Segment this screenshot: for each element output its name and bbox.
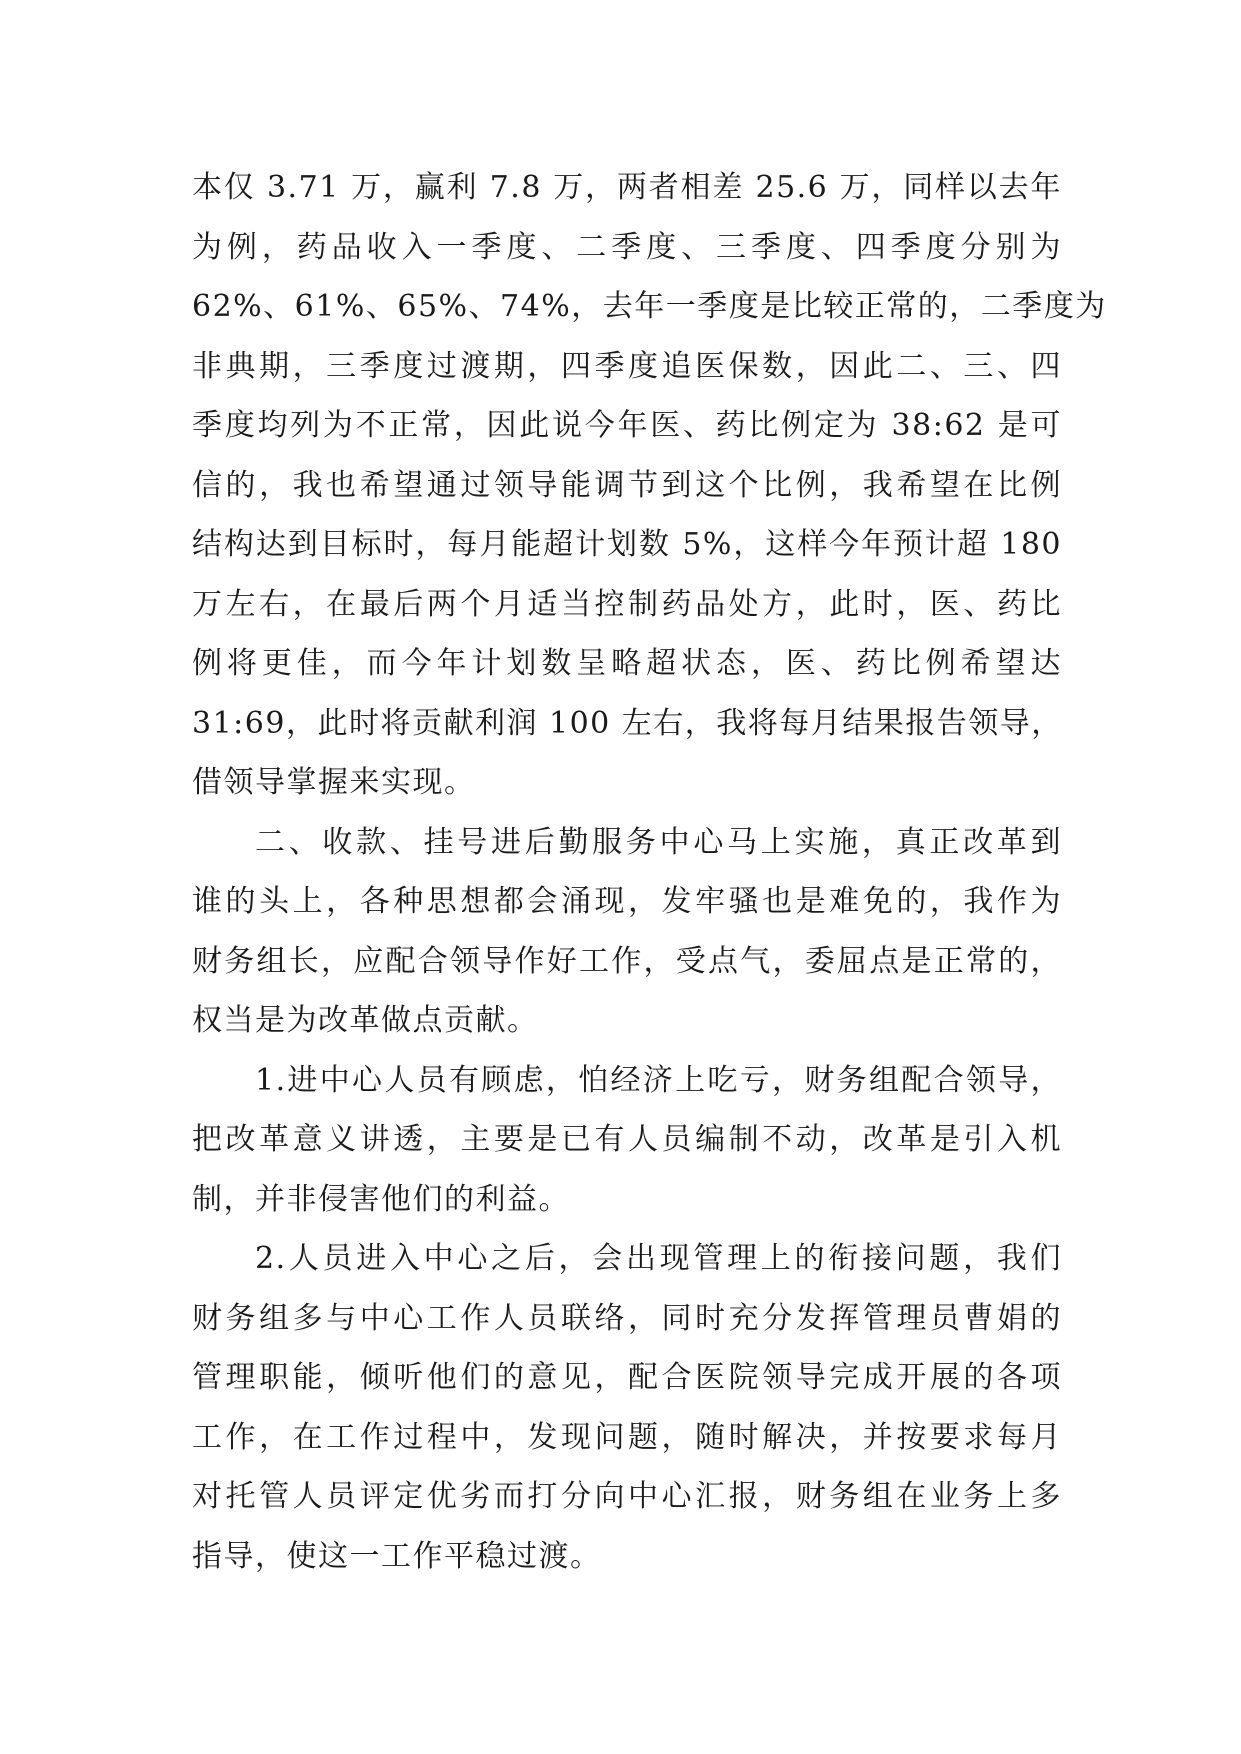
paragraph-2	[192, 813, 1062, 1051]
text-line: 财务组长，应配合领导作好工作，受点气，委屈点是正常的，	[192, 943, 1062, 979]
text-line: 本仅 3.71 万，赢利 7.8 万，两者相差 25.6 万，同样以去年	[192, 170, 1062, 205]
text-line: 万左右，在最后两个月适当控制药品处方，此时，医、药比	[192, 586, 1062, 622]
text-line: 例将更佳，而今年计划数呈略超状态，医、药比例希望达	[192, 646, 1062, 681]
text-line-last: 指导，使这一工作平稳过渡。	[192, 1538, 602, 1574]
text-line-last: 权当是为改革做点贡献。	[192, 1003, 539, 1038]
text-line: 对托管人员评定优劣而打分向中心汇报，财务组在业务上多	[192, 1479, 1062, 1514]
text-line: 谁的头上，各种思想都会涌现，发牢骚也是难免的，我作为	[192, 884, 1062, 919]
text-line: 信的，我也希望通过领导能调节到这个比例，我希望在比例	[192, 467, 1062, 503]
text-line: 把改革意义讲透，主要是已有人员编制不动，改革是引入机	[192, 1122, 1062, 1157]
paragraph-4	[192, 1229, 1062, 1586]
text-line: 工作，在工作过程中，发现问题，随时解决，并按要求每月	[192, 1419, 1062, 1455]
text-line-first: 1.进中心人员有顾虑，怕经济上吃亏，财务组配合领导，	[255, 1062, 1062, 1098]
text-line-first: 2.人员进入中心之后，会出现管理上的衔接问题，我们	[255, 1241, 1062, 1276]
text-line: 管理职能，倾听他们的意见，配合医院领导完成开展的各项	[192, 1360, 1062, 1395]
text-line: 31:69，此时将贡献利润 100 左右，我将每月结果报告领导，	[192, 705, 1063, 741]
text-line: 季度均列为不正常，因此说今年医、药比例定为 38:62 是可	[192, 408, 1062, 443]
text-line-last: 借领导掌握来实现。	[192, 765, 476, 800]
paragraph-1	[192, 158, 1107, 813]
text-line: 财务组多与中心工作人员联络，同时充分发挥管理员曹娟的	[192, 1300, 1062, 1336]
text-line: 非典期，三季度过渡期，四季度追医保数，因此二、三、四	[192, 348, 1062, 384]
document-body	[192, 158, 1107, 1586]
text-line-last: 制，并非侵害他们的利益。	[192, 1181, 570, 1217]
text-line: 62%、61%、65%、74%，去年一季度是比较正常的，二季度为	[192, 289, 1107, 324]
paragraph-3	[192, 1051, 1062, 1230]
text-line: 结构达到目标时，每月能超计划数 5%，这样今年预计超 180	[192, 527, 1062, 562]
text-line: 为例，药品收入一季度、二季度、三季度、四季度分别为	[192, 229, 1062, 265]
text-line-first: 二、收款、挂号进后勤服务中心马上实施，真正改革到	[255, 824, 1062, 860]
